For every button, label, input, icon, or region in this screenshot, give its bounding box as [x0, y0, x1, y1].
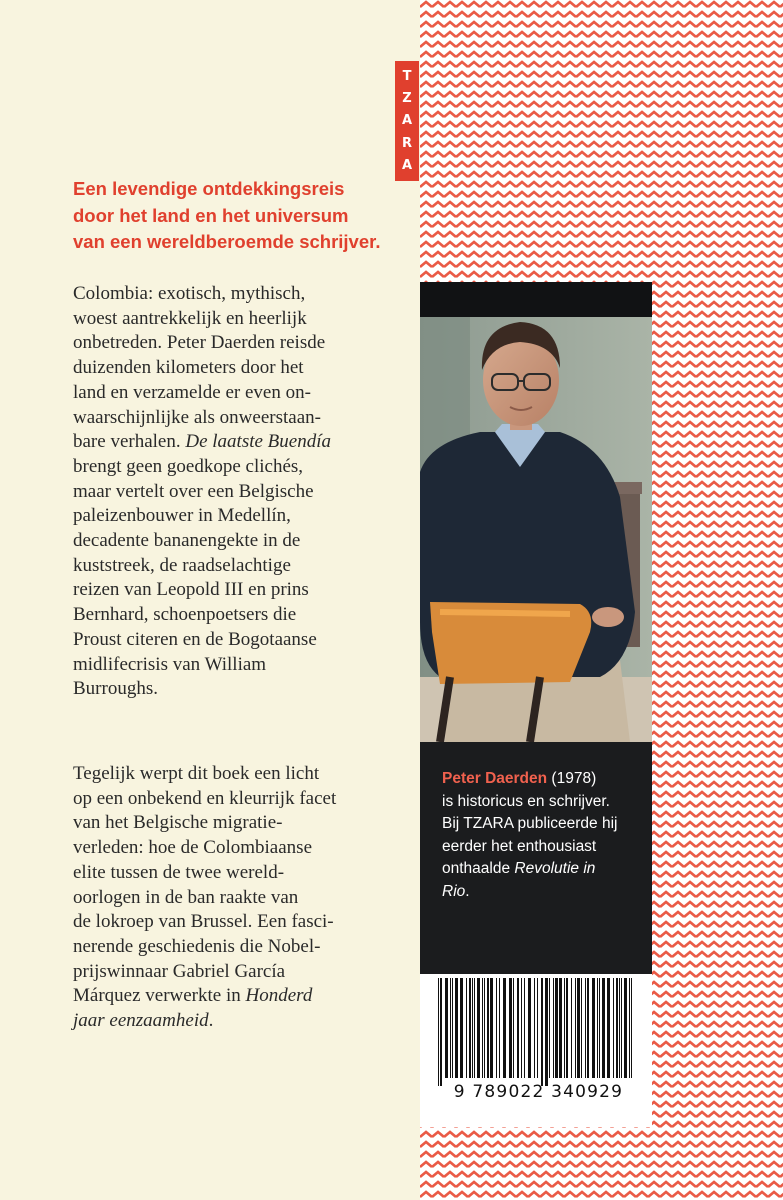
barcode-bar	[440, 978, 442, 1086]
barcode-bar	[499, 978, 500, 1078]
barcode-bar	[469, 978, 471, 1078]
blurb-text: Márquez verwerkte in	[73, 985, 241, 1007]
barcode-bar	[624, 978, 627, 1078]
barcode-bar	[452, 978, 453, 1078]
barcode-bar	[534, 978, 535, 1078]
barcode-bar	[472, 978, 473, 1078]
barcode-bar	[629, 978, 630, 1078]
barcode-bar	[619, 978, 620, 1078]
barcode-bar	[541, 978, 543, 1086]
book-title-italic: Honderd	[245, 985, 313, 1007]
barcode-bar	[455, 978, 458, 1078]
previous-book-title: Rio	[442, 882, 466, 900]
author-birth-year: (1978)	[551, 770, 597, 787]
barcode-bar	[503, 978, 506, 1078]
logo-letter: T	[402, 69, 412, 85]
author-bio	[420, 742, 652, 974]
blurb-line: Colombia: exotisch, mythisch,	[73, 283, 306, 304]
barcode-bar	[517, 978, 519, 1078]
barcode-bar	[559, 978, 562, 1078]
blurb-line: van het Belgische migratie-	[73, 812, 283, 834]
tagline-line: door het land en het universum	[73, 204, 349, 226]
logo-letter: A	[401, 113, 413, 129]
author-name: Peter Daerden	[442, 770, 548, 787]
barcode-bar	[513, 978, 514, 1078]
barcode-bar	[564, 978, 565, 1078]
blurb-line: kuststreek, de raadselachtige	[73, 554, 291, 576]
bio-line: .	[465, 882, 470, 900]
tzara-logo	[395, 61, 419, 181]
barcode-bar	[490, 978, 493, 1078]
barcode-bar	[592, 978, 595, 1078]
blurb-line: brengt geen goedkope clichés,	[73, 455, 304, 477]
book-title-italic: jaar eenzaamheid	[73, 1010, 209, 1032]
blurb-line: woest aantrekkelijk en heerlijk	[73, 307, 307, 329]
barcode-bar	[466, 978, 467, 1078]
barcode-bar	[487, 978, 489, 1078]
blurb-line: prijswinnaar Gabriel García	[73, 960, 286, 982]
barcode-bar	[445, 978, 448, 1078]
logo-letter: Z	[402, 91, 412, 107]
barcode-bar	[524, 978, 525, 1078]
barcode-bar	[585, 978, 586, 1078]
blurb-line	[73, 1009, 403, 1034]
blurb-line: elite tussen de twee wereld-	[73, 861, 285, 883]
barcode-bars	[420, 974, 652, 1127]
author-photo	[420, 282, 652, 742]
blurb-text: bare verhalen.	[73, 431, 181, 453]
barcode-bar	[581, 978, 582, 1078]
barcode-bar	[555, 978, 558, 1078]
barcode-bar	[566, 978, 568, 1078]
barcode-bar	[613, 978, 614, 1078]
blurb-line: Burroughs.	[73, 678, 158, 700]
logo-letter: R	[401, 135, 412, 151]
barcode-bar	[597, 978, 598, 1078]
book-title-italic: De laatste Buendía	[185, 431, 331, 453]
barcode-bar	[460, 978, 463, 1078]
blurb-paragraph-1	[73, 282, 403, 702]
blurb-text: .	[208, 1010, 214, 1032]
barcode-bar	[482, 978, 483, 1078]
blurb-paragraph-2	[73, 762, 403, 1034]
blurb-line: onbetreden. Peter Daerden reisde	[73, 332, 326, 354]
blurb-line	[73, 430, 403, 455]
barcode-bar	[545, 978, 548, 1086]
barcode-bar	[616, 978, 618, 1078]
blurb-line: op een onbekend en kleurrijk facet	[73, 787, 337, 809]
bio-text	[442, 768, 638, 903]
barcode-bar	[450, 978, 451, 1078]
barcode-bar	[631, 978, 632, 1078]
blurb-line: nerende geschiedenis die Nobel-	[73, 935, 321, 957]
barcode-bar	[549, 978, 550, 1078]
blurb-line: land en verzamelde er even on-	[73, 381, 311, 403]
blurb-line: duizenden kilometers door het	[73, 357, 304, 379]
blurb-line: Bernhard, schoenpoetsers die	[73, 604, 297, 626]
barcode-bar	[528, 978, 531, 1078]
blurb-line	[73, 984, 403, 1009]
barcode-bar	[599, 978, 600, 1078]
blurb-line: oorlogen in de ban raakte van	[73, 886, 299, 908]
barcode-bar	[509, 978, 512, 1078]
bio-line: Bij TZARA publiceerde hij	[442, 815, 618, 832]
tagline-line: Een levendige ontdekkingsreis	[73, 178, 345, 199]
barcode-bar	[496, 978, 497, 1078]
bio-line: is historicus en schrijver.	[442, 792, 610, 810]
blurb-line: decadente bananengekte in de	[73, 530, 301, 552]
barcode-bar	[477, 978, 480, 1078]
blurb-line: Proust citeren en de Bogotaanse	[73, 628, 317, 650]
barcode-bar	[602, 978, 605, 1078]
barcode-bar	[537, 978, 538, 1078]
blurb-line: reizen van Leopold III en prins	[73, 579, 309, 601]
bio-line: eerder het enthousiast	[442, 837, 597, 855]
blurb-line: maar vertelt over een Belgische	[73, 480, 314, 502]
barcode-bar	[575, 978, 576, 1078]
previous-book-title: Revolutie in	[514, 860, 596, 877]
tagline-line: van een wereldberoemde schrijver.	[73, 231, 381, 252]
isbn-barcode	[420, 974, 652, 1127]
blurb-line: paleizenbouwer in Medellín,	[73, 505, 291, 527]
barcode-bar	[553, 978, 554, 1078]
blurb-line: Tegelijk werpt dit boek een licht	[73, 763, 320, 784]
barcode-bar	[484, 978, 485, 1078]
tagline	[73, 176, 403, 256]
barcode-bar	[577, 978, 580, 1078]
barcode-bar	[571, 978, 572, 1078]
bio-line: onthaalde	[442, 860, 511, 877]
barcode-bar	[438, 978, 439, 1086]
barcode-bar	[621, 978, 622, 1078]
author-portrait-illustration	[420, 282, 652, 742]
barcode-bar	[474, 978, 475, 1078]
blurb-line: waarschijnlijke als onweerstaan-	[73, 406, 321, 428]
barcode-bar	[607, 978, 610, 1078]
blurb-line: de lokroep van Brussel. Een fasci-	[73, 911, 334, 933]
logo-letter: A	[401, 157, 413, 173]
barcode-bar	[521, 978, 522, 1078]
isbn-digits: 9 789022 340929	[453, 1082, 624, 1102]
blurb-line: midlifecrisis van William	[73, 653, 267, 675]
blurb-line: verleden: hoe de Colombiaanse	[73, 837, 313, 859]
barcode-bar	[587, 978, 589, 1078]
